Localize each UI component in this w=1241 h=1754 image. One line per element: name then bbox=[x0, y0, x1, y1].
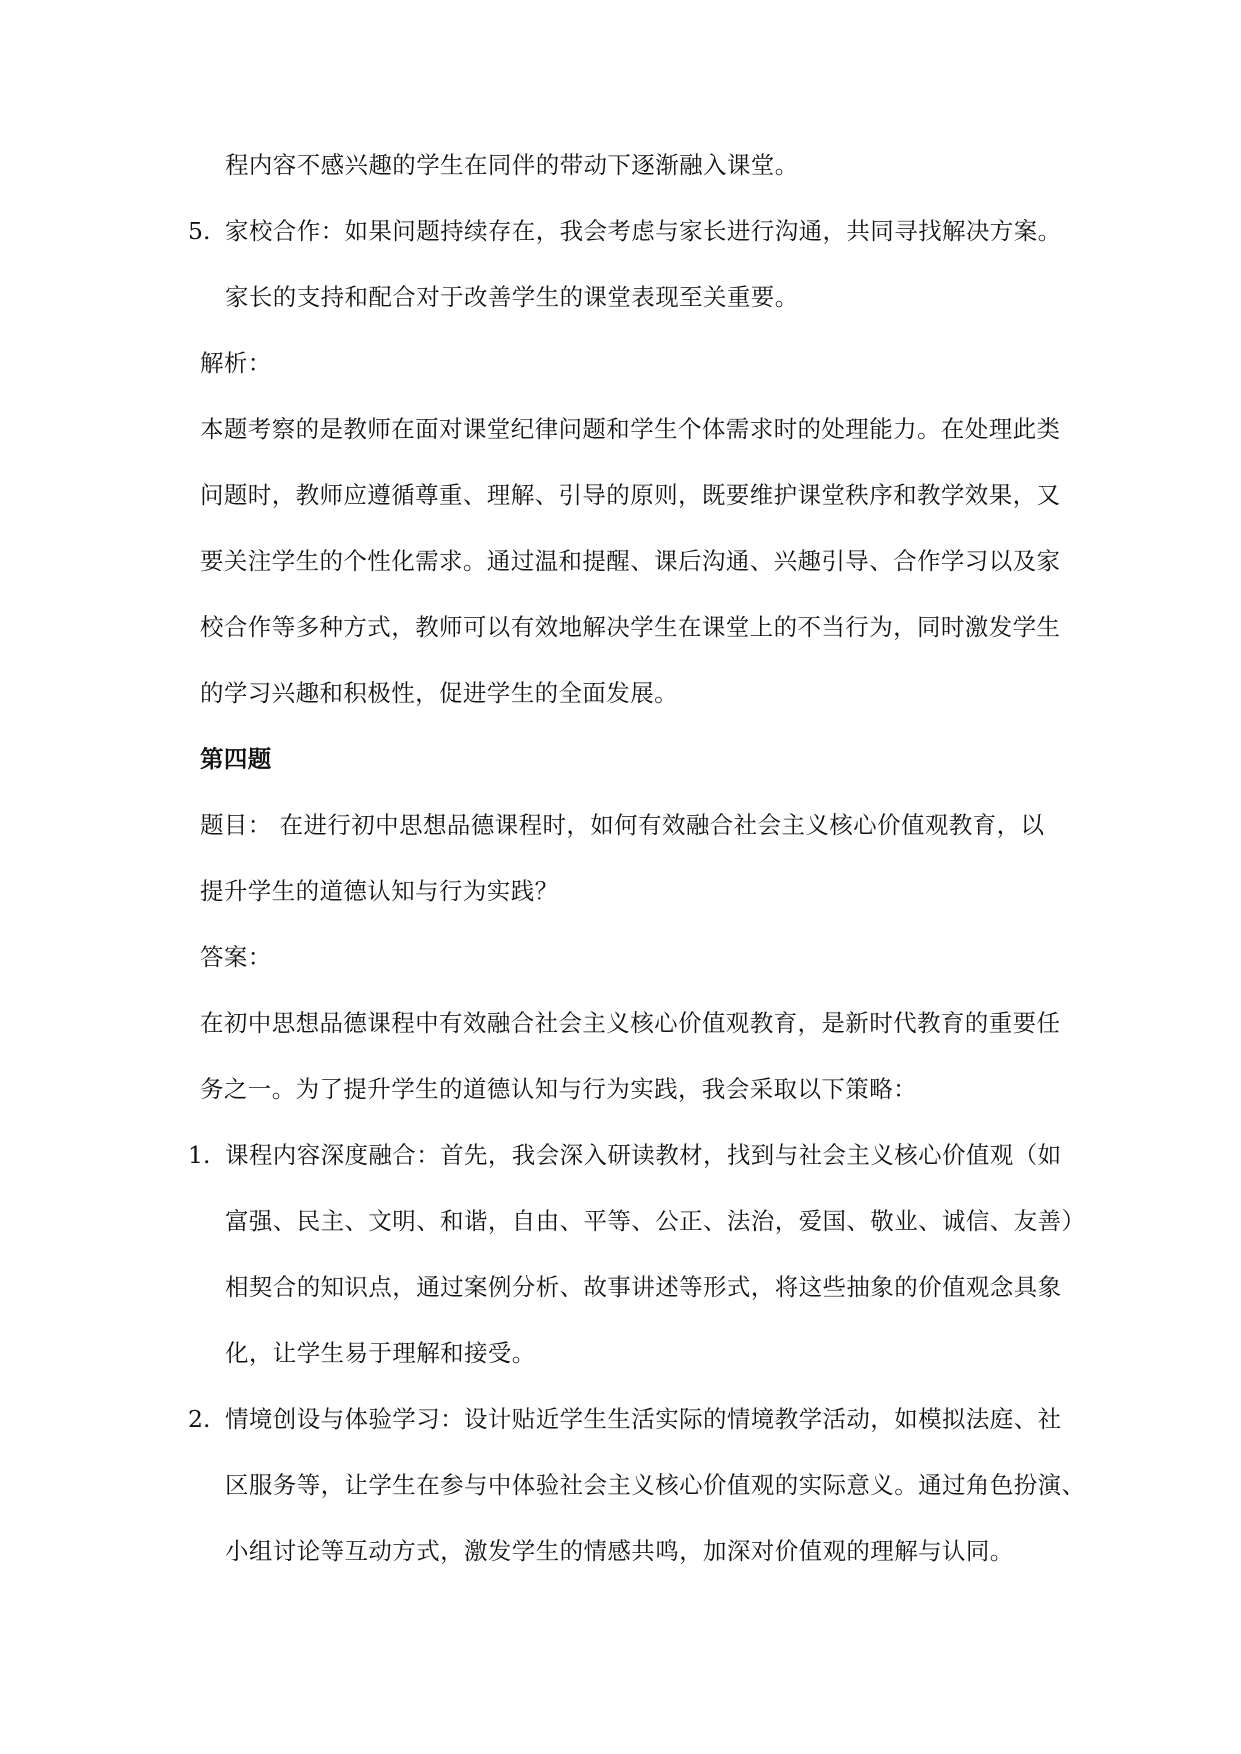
paragraph-line: 本题考察的是教师在面对课堂纪律问题和学生个体需求时的处理能力。在处理此类 bbox=[200, 415, 1061, 443]
list-item-1-line: 相契合的知识点，通过案例分析、故事讲述等形式，将这些抽象的价值观念具象 bbox=[225, 1273, 1062, 1301]
list-number: 5. bbox=[188, 217, 211, 245]
list-item-5-line: 家长的支持和配合对于改善学生的课堂表现至关重要。 bbox=[225, 283, 799, 311]
list-item-5-line: 家校合作：如果问题持续存在，我会考虑与家长进行沟通，共同寻找解决方案。 bbox=[225, 217, 1062, 245]
question-line: 提升学生的道德认知与行为实践？ bbox=[200, 877, 559, 905]
list-item-1-line: 化，让学生易于理解和接受。 bbox=[225, 1339, 536, 1367]
answer-heading: 答案： bbox=[200, 943, 272, 971]
paragraph-line: 务之一。为了提升学生的道德认知与行为实践，我会采取以下策略： bbox=[200, 1075, 917, 1103]
list-number: 2. bbox=[188, 1405, 211, 1433]
paragraph-line: 的学习兴趣和积极性，促进学生的全面发展。 bbox=[200, 679, 678, 707]
paragraph-line: 问题时，教师应遵循尊重、理解、引导的原则，既要维护课堂秩序和教学效果，又 bbox=[200, 481, 1061, 509]
list-item-1-line: 课程内容深度融合：首先，我会深入研读教材，找到与社会主义核心价值观（如 bbox=[225, 1141, 1062, 1169]
paragraph-line: 要关注学生的个性化需求。通过温和提醒、课后沟通、兴趣引导、合作学习以及家 bbox=[200, 547, 1061, 575]
paragraph-line: 校合作等多种方式，教师可以有效地解决学生在课堂上的不当行为，同时激发学生 bbox=[200, 613, 1061, 641]
list-number: 1. bbox=[188, 1141, 211, 1169]
list-item-1-line: 富强、民主、文明、和谐，自由、平等、公正、法治，爱国、敬业、诚信、友善） bbox=[225, 1207, 1086, 1235]
paragraph-line: 在初中思想品德课程中有效融合社会主义核心价值观教育，是新时代教育的重要任 bbox=[200, 1009, 1061, 1037]
section-heading: 第四题 bbox=[200, 745, 272, 773]
paragraph-line: 程内容不感兴趣的学生在同伴的带动下逐渐融入课堂。 bbox=[225, 151, 799, 179]
analysis-heading: 解析： bbox=[200, 349, 272, 377]
list-item-2-line: 情境创设与体验学习：设计贴近学生生活实际的情境教学活动，如模拟法庭、社 bbox=[225, 1405, 1062, 1433]
list-item-2-line: 小组讨论等互动方式，激发学生的情感共鸣，加深对价值观的理解与认同。 bbox=[225, 1537, 1014, 1565]
question-line: 题目： 在进行初中思想品德课程时，如何有效融合社会主义核心价值观教育，以 bbox=[200, 811, 1045, 839]
list-item-2-line: 区服务等，让学生在参与中体验社会主义核心价值观的实际意义。通过角色扮演、 bbox=[225, 1471, 1086, 1499]
